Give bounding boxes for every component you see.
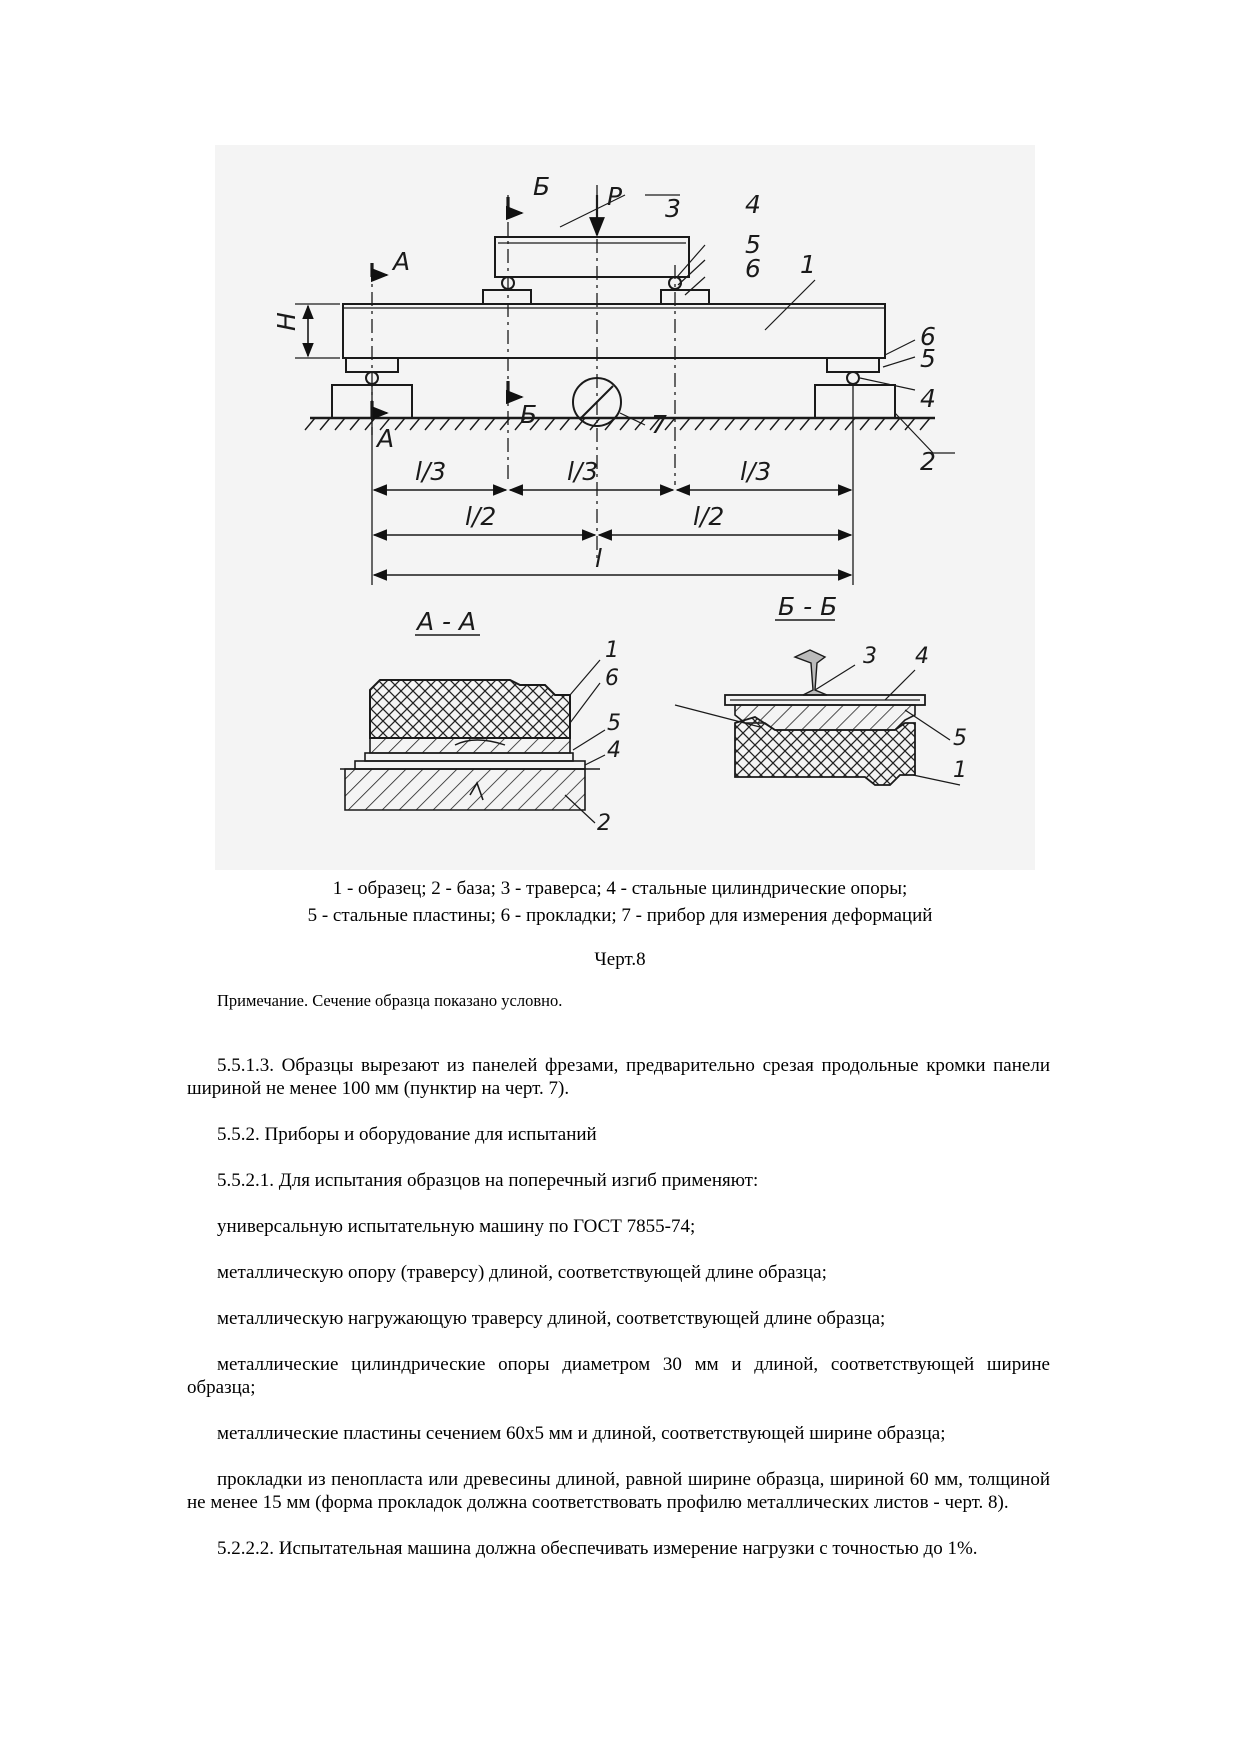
section-b-label-top: Б <box>533 172 551 201</box>
label-7: 7 <box>651 410 667 439</box>
bb-label-3: 3 <box>863 644 877 669</box>
specimen-beam <box>343 304 885 358</box>
bb-label-4: 4 <box>915 644 929 669</box>
section-a-label-top: А <box>393 247 411 276</box>
dim-span: l <box>595 544 602 573</box>
section-aa-title: А - А <box>417 607 477 636</box>
lower-roller-right <box>847 372 859 384</box>
label-3-top: 3 <box>665 194 681 223</box>
figure-number: Черт.8 <box>594 949 646 970</box>
label-2-right: 2 <box>920 447 936 476</box>
paragraph: 5.5.1.3. Образцы вырезают из панелей фрезами, предварительно срезая продольные кромки панели шириной не менее 100 мм (пунктир на черт. 7). <box>187 1055 1050 1099</box>
paragraph: 5.5.2.1. Для испытания образцов на поперечный изгиб применяют: <box>217 1170 759 1191</box>
aa-label-4: 4 <box>607 738 621 763</box>
paragraph: металлические цилиндрические опоры диаметром 30 мм и длиной, соответствующей ширине образца; <box>187 1354 1050 1398</box>
bb-label-1: 1 <box>953 758 967 783</box>
aa-label-5: 5 <box>607 711 621 736</box>
figure-caption-line-1: 1 - образец; 2 - база; 3 - траверса; 4 - стальные цилиндрические опоры; <box>332 878 908 899</box>
label-5-top: 5 <box>745 230 761 259</box>
paragraph: 5.2.2.2. Испытательная машина должна обеспечивать измерение нагрузки с точностью до 1%. <box>217 1538 978 1559</box>
aa-label-2: 2 <box>597 811 611 836</box>
label-4-top: 4 <box>745 190 761 219</box>
figure-caption-line-2: 5 - стальные пластины; 6 - прокладки; 7 - прибор для измерения деформаций <box>307 905 933 926</box>
section-b-label-bottom: Б <box>520 400 538 429</box>
section-aa-specimen <box>370 680 570 738</box>
dim-half-2: l/2 <box>693 502 725 531</box>
section-aa-base <box>345 769 585 810</box>
support-right <box>815 385 895 418</box>
dim-third-1: l/3 <box>415 457 447 486</box>
aa-label-6: 6 <box>605 666 619 691</box>
bending-test-drawing <box>215 145 1035 870</box>
paragraph: металлическую опору (траверсу) длиной, соответствующей длине образца; <box>217 1262 827 1283</box>
bb-label-5: 5 <box>953 726 967 751</box>
section-a-label-bottom: А <box>377 424 395 453</box>
body-text <box>187 1054 1050 1583</box>
paragraph: 5.5.2. Приборы и оборудование для испытаний <box>217 1124 597 1145</box>
section-bb-rail <box>795 650 827 695</box>
figure-note: Примечание. Сечение образца показано условно. <box>217 991 563 1010</box>
height-label: H <box>272 312 301 331</box>
aa-label-1: 1 <box>605 638 619 663</box>
paragraph: прокладки из пенопласта или древесины длиной, равной ширине образца, шириной 60 мм, толщиной не менее 15 мм (форма прокладок должна соответствовать профилю металлических листов - черт. 8). <box>187 1469 1050 1513</box>
paragraph: металлическую нагружающую траверсу длиной, соответствующей длине образца; <box>217 1308 886 1329</box>
paragraph: металлические пластины сечением 60х5 мм и длиной, соответствующей ширине образца; <box>217 1423 946 1444</box>
label-4-right: 4 <box>920 384 936 413</box>
label-5-right: 5 <box>920 344 936 373</box>
label-1-top: 1 <box>800 250 816 279</box>
paragraph: универсальную испытательную машину по ГОСТ 7855-74; <box>217 1216 696 1237</box>
dim-third-2: l/3 <box>567 457 599 486</box>
section-bb-title: Б - Б <box>778 592 838 621</box>
force-label: P <box>607 182 623 211</box>
dim-half-1: l/2 <box>465 502 497 531</box>
dim-third-3: l/3 <box>740 457 772 486</box>
label-6-right: 6 <box>920 322 936 351</box>
label-6-top: 6 <box>745 254 761 283</box>
